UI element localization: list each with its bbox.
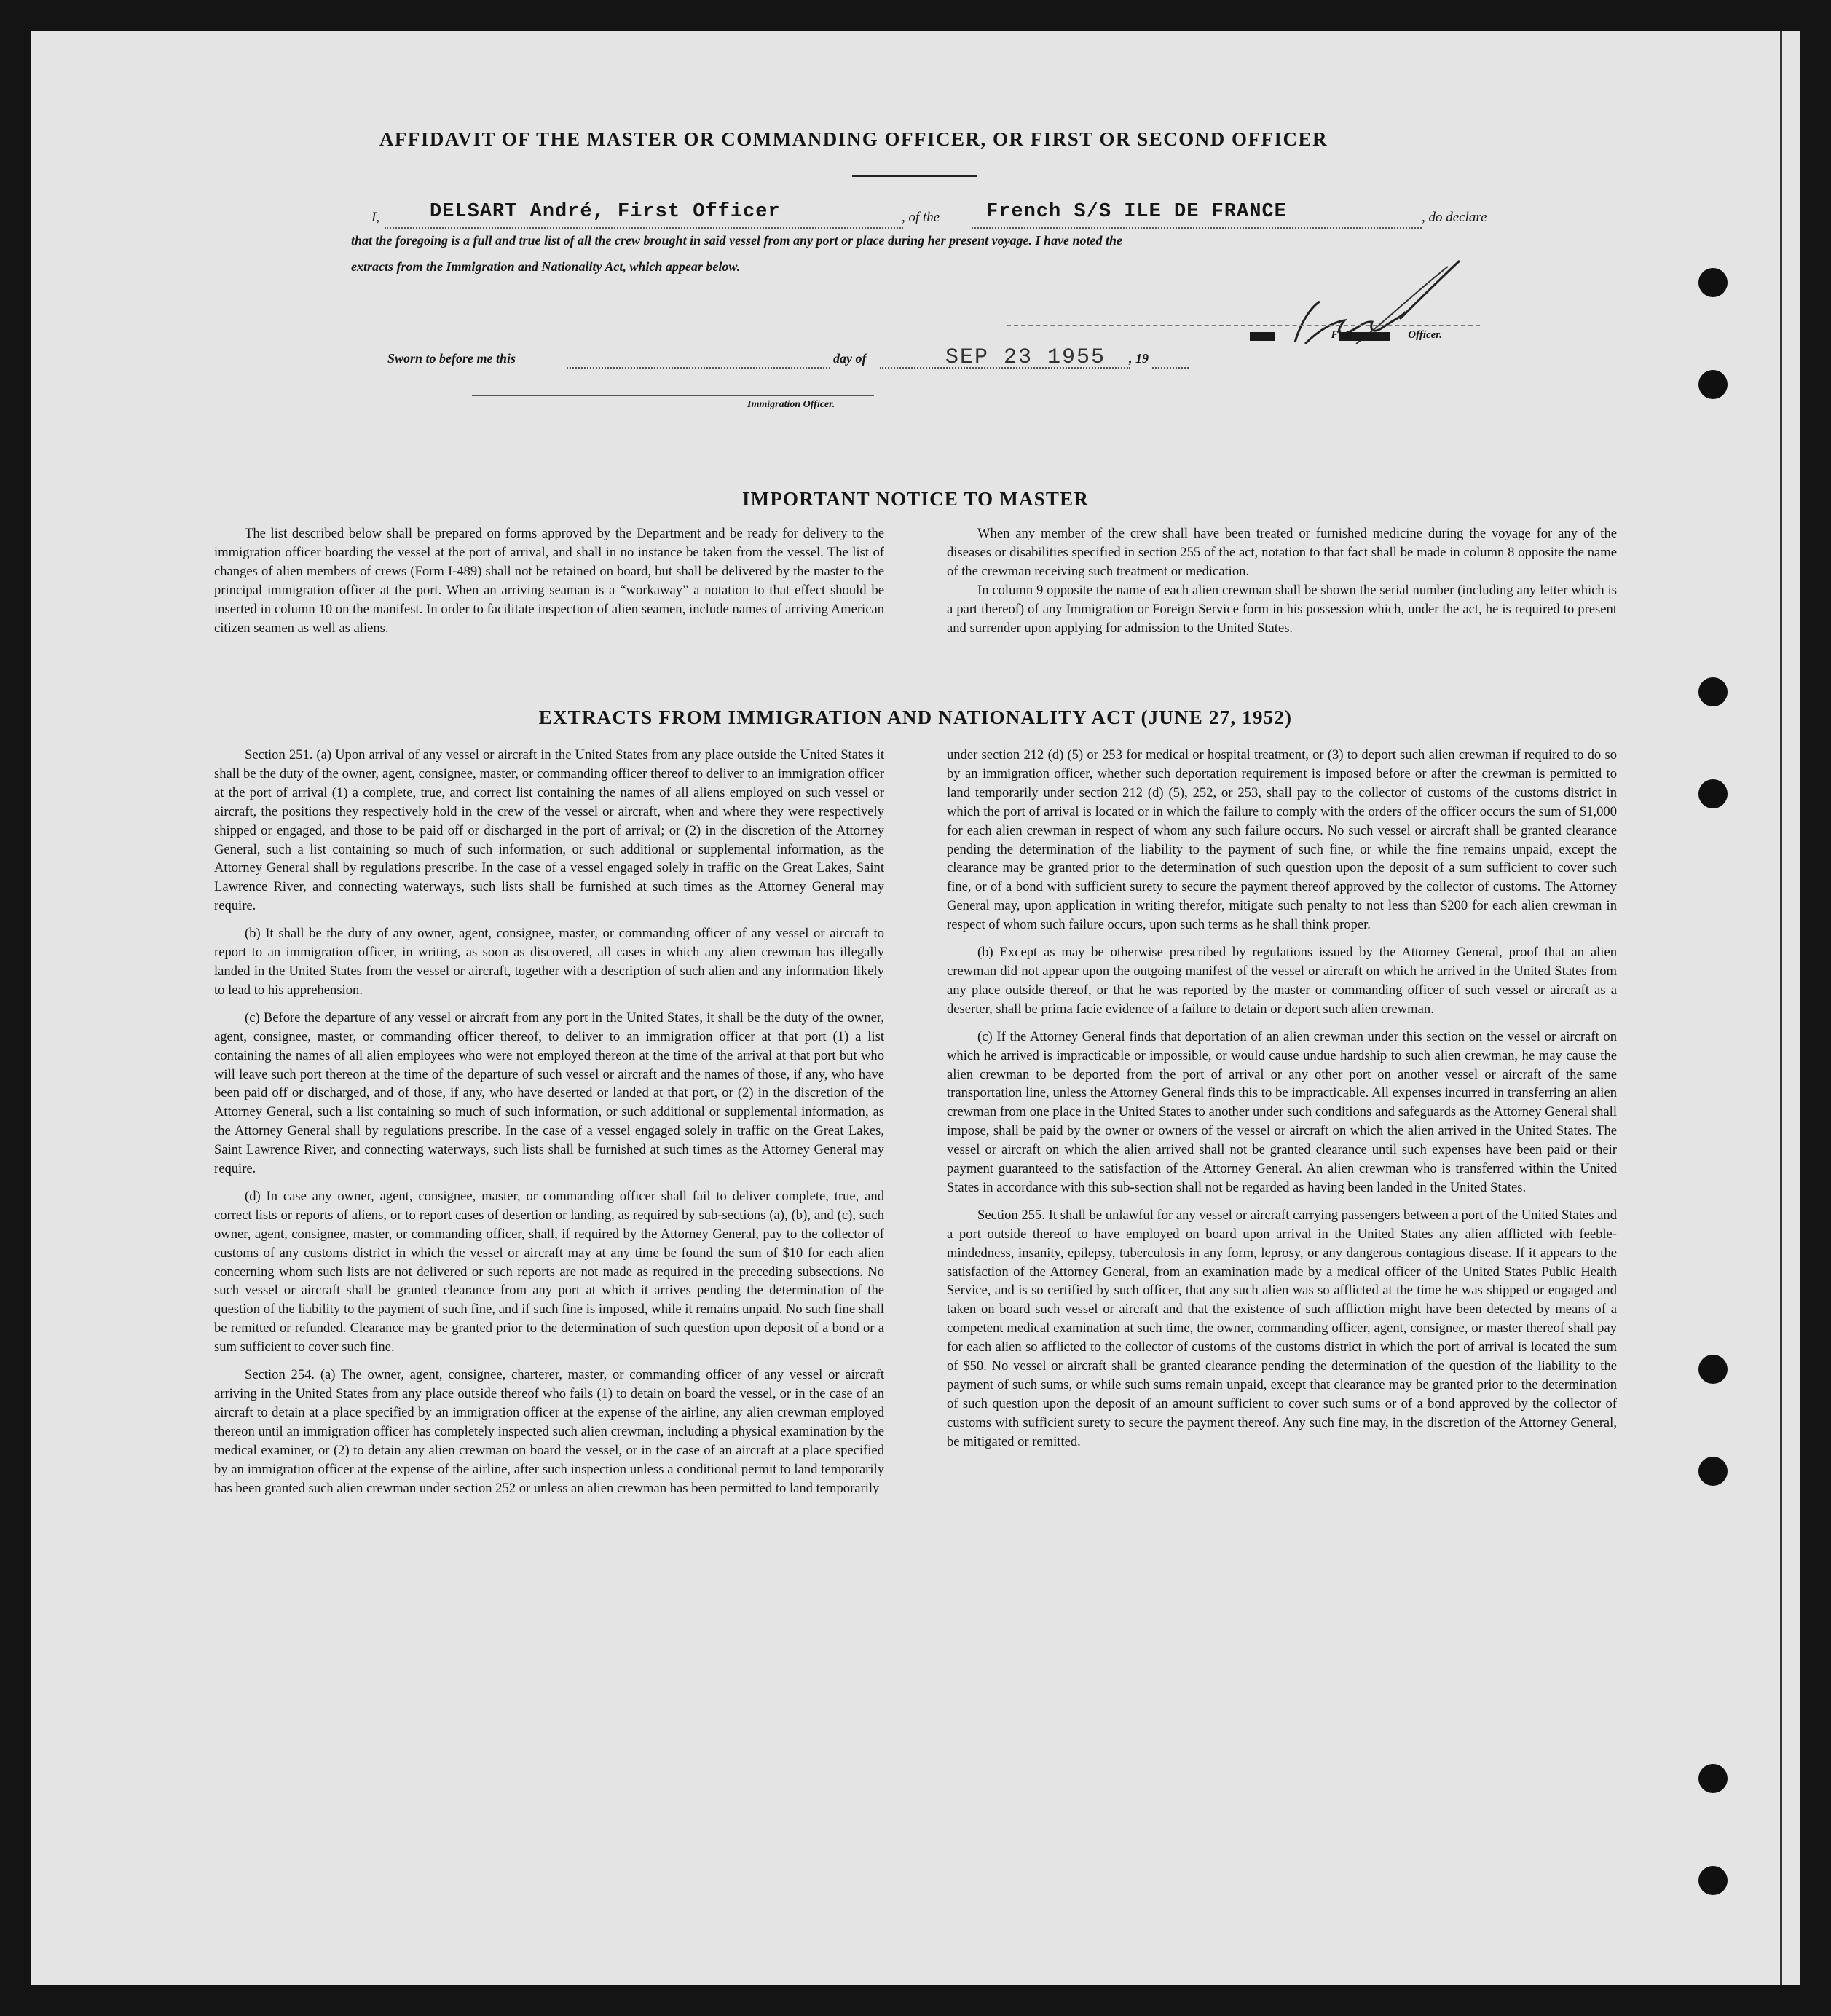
section-251-c: (c) Before the departure of any vessel or aircraft from any port in the United States, it shall be the duty of the owner, agent, consignee, master, or commanding officer thereof, to deliver to an immigration officer at that port (1) a list containing the names of all alien employees who were not employed thereon at the time of the arrival at that port but who will leave such port thereon at the time of the departure of such vessel or aircraft and the names of those, if any, who have been paid off or discharged, and of those, if any, who have deserted or landed at that port, or (2) in the discretion of the Attorney General, such a list containing so much of such information, or such additional or supplemental information, as the Attorney General shall by regulations prescribe. In the case of a vessel engaged solely in traffic on the Great Lakes, Saint Lawrence River, and connecting waterways, such lists shall be furnished at such times as the Attorney General may require. [214, 1009, 884, 1177]
binder-hole [1698, 370, 1728, 399]
binder-hole [1698, 1764, 1728, 1793]
extracts-right-column [947, 746, 1617, 1460]
notice-right-paragraph-1: When any member of the crew shall have been treated or furnished medicine during the voyage for any of the diseases or disabilities specified in section 255 of the act, notation to that fact shall be made in column 8 opposite the name of the crewman receiving such treatment or medication. [947, 526, 1617, 579]
binder-hole [1698, 1457, 1728, 1486]
extracts-title: EXTRACTS FROM IMMIGRATION AND NATIONALITY ACT (JUNE 27, 1952) [538, 706, 1293, 728]
document-page [31, 31, 1800, 1985]
signature-line [1007, 325, 1480, 326]
notice-left-column [214, 524, 884, 646]
declarant-name: DELSART André, First Officer [430, 201, 781, 223]
section-251-b: (b) It shall be the duty of any owner, agent, consignee, master, or commanding officer of any vessel or aircraft to report to an immigration officer, in writing, as soon as discovered, all cases in which any alien crewman has illegally landed in the United States from the vessel or aircraft, together with a description of such alien and any information likely to lead to his apprehension. [214, 926, 884, 998]
vessel-line [972, 227, 1422, 229]
section-251-a: Section 251. (a) Upon arrival of any vessel or aircraft in the United States from any place outside the United States it shall be the duty of the owner, agent, consignee, master, or commanding officer thereof to deliver to an immigration officer at the port of arrival (1) a complete, true, and correct list containing the names of all aliens employed on such vessel or aircraft, the positions they respectively hold in the crew of the vessel or aircraft, when and where they were respectively shipped or engaged, and those to be paid off or discharged in the port of arrival; or (2) in the discretion of the Attorney General, such a list containing so much of such information, or such additional or supplemental information, as the Attorney General shall by regulations prescribe. In the case of a vessel engaged solely in traffic on the Great Lakes, Saint Lawrence River, and connecting waterways, such lists shall be furnished at such times as the Attorney General may require. [214, 747, 884, 914]
notice-right-column [947, 524, 1617, 646]
day-of-label: day of [833, 351, 867, 366]
declaration-line-1: that the foregoing is a full and true list of all the crew brought in said vessel from any port or place during her present voyage. I have noted the [351, 233, 1123, 248]
i-label: I, [371, 210, 380, 225]
section-254-c: (c) If the Attorney General finds that deportation of an alien crewman under this section on the vessel or aircraft on which he arrived is impracticable or impossible, or would cause undue hardship to such alien crewman, he may cause the alien crewman to be deported from the port of arrival or any other port on another vessel or aircraft of the same transportation line, unless the Attorney General finds this to be impracticable. All expenses incurred in transferring an alien crewman from one place in the United States to another under such conditions and safeguards as the Attorney General shall impose, shall be paid by the owner or owners of the vessel or aircraft on which the alien arrived in the United States. The vessel or aircraft on which the alien arrived shall not be granted clearance until such expenses have been paid or their payment guaranteed to the satisfaction of the Attorney General. An alien crewman who is transferred within the United States in accordance with this sub-section shall not be regarded as having been landed in the United States. [947, 1028, 1617, 1195]
binder-hole [1698, 1866, 1728, 1895]
title-underline [852, 175, 977, 177]
binder-hole [1698, 1355, 1728, 1384]
notice-right-paragraph-2: In column 9 opposite the name of each alien crewman shall be shown the serial number (including any letter which is a part thereof) of any Immigration or Foreign Service form in his possession which, under the act, he is required to present and surrender upon applying for admission to the United States. [947, 582, 1617, 636]
name-line [385, 227, 903, 229]
section-254-b: (b) Except as may be otherwise prescribed by regulations issued by the Attorney General, proof that an alien crewman did not appear upon the outgoing manifest of the vessel or aircraft on which he arrived in the United States from any place outside thereof, or that he was reported by the master or commanding officer of such vessel or aircraft as a deserter, shall be prima facie evidence of a failure to detain or deport such alien crewman. [947, 945, 1617, 1017]
binder-hole [1698, 677, 1728, 706]
immigration-officer-label: Immigration Officer. [747, 399, 835, 410]
notice-title: IMPORTANT NOTICE TO MASTER [741, 488, 1090, 510]
section-254-a: Section 254. (a) The owner, agent, consignee, charterer, master, or commanding officer of any vessel or aircraft arriving in the United States from any place outside thereof who fails (1) to detain on board the vessel, or in the case of an aircraft to detain at a place specified by an immigration officer at the expense of the airline, any alien crewman employed thereon until an immigration officer has completely inspected such alien crewman, including a physical examination by the medical examiner, or (2) to detain any alien crewman on board the vessel, or in the case of an aircraft at a place specified by an immigration officer at the expense of the airline, after such inspection unless a conditional permit to land temporarily has been granted such alien crewman under section 252 or unless an alien crewman has been permitted to land temporarily [214, 1367, 884, 1496]
officer-caption: , First Officer. [1273, 329, 1443, 341]
sworn-label: Sworn to before me this [387, 351, 516, 366]
extracts-left-column [214, 746, 884, 1506]
stamped-date: SEP 23 1955 [945, 345, 1106, 370]
declaration-line-2: extracts from the Immigration and Nationality Act, which appear below. [351, 259, 741, 274]
year-label: , 19 [1129, 351, 1149, 366]
right-margin-line [1780, 31, 1782, 1985]
section-254-a-continued: under section 212 (d) (5) or 253 for medical or hospital treatment, or (3) to deport such alien crewman if required to do so by an immigration officer, whether such deportation requirement is imposed before or after the crewman is permitted to land temporarily under section 212 (d) (5), 252, or 253, shall pay to the collector of customs of the customs district in which the port of arrival is located or in which the failure to comply with the orders of the officer occurs the sum of $1,000 for each alien crewman in respect of whom any such failure occurs. No such vessel or aircraft shall be granted clearance pending the determination of the liability to the payment of such fine, or while the fine remains unpaid, except the clearance may be granted prior to the determination of such question upon the deposit of a sum sufficient to cover such fine, or of a bond with sufficient surety to secure the payment thereof approved by the collector of customs. The Attorney General may, upon application in writing therefor, mitigate such penalty to not less than $200 for each alien crewman in respect of whom such failure occurs, upon such terms as he shall think proper. [947, 747, 1617, 933]
of-the-label: , of the [902, 210, 940, 225]
sworn-day-line [567, 367, 830, 369]
section-255: Section 255. It shall be unlawful for any vessel or aircraft carrying passengers between a port of the United States and a port outside thereof to have employed on board upon arrival in the United States any alien afflicted with feeble-mindedness, insanity, epilepsy, tuberculosis in any form, leprosy, or any dangerous contagious disease. If it appears to the satisfaction of the Attorney General, from an examination made by a medical officer of the United States Public Health Service, and is so certified by such officer, that any such alien was so afflicted at the time he was shipped or engaged and taken on board such vessel or aircraft and that the existence of such affliction might have been detected by means of a competent medical examination at such time, the owner, commanding officer, agent, consignee, or master thereof shall pay for each alien so afflicted to the collector of customs of the customs district in which the port of arrival is located the sum of $50. No vessel or aircraft shall be granted clearance pending the determination of the question of the liability to the payment of such sums, or while such sums remain unpaid, except that clearance may be granted prior to the determination of such question upon the deposit of an amount sufficient to cover such sums or of a bond approved by the collector of customs with sufficient surety to secure the payment thereof. Any such fine may, in the discretion of the Attorney General, be mitigated or remitted. [947, 1207, 1617, 1449]
do-declare-label: , do declare [1422, 210, 1487, 225]
affidavit-title: AFFIDAVIT OF THE MASTER OR COMMANDING OFFICER, OR FIRST OR SECOND OFFICER [379, 128, 1328, 150]
sworn-year-line [1152, 367, 1189, 369]
officer-signature [1269, 235, 1473, 366]
vessel-name: French S/S ILE DE FRANCE [986, 201, 1287, 223]
binder-hole [1698, 268, 1728, 297]
redaction-mark [1250, 332, 1275, 341]
binder-hole [1698, 779, 1728, 808]
section-251-d: (d) In case any owner, agent, consignee, master, or commanding officer shall fail to deliver complete, true, and correct lists or reports of aliens, or to report cases of desertion or landing, as required by sub-sections (a), (b), and (c), such owner, agent, consignee, master, or commanding officer, shall, if required by the Attorney General, pay to the collector of customs of any customs district in which the vessel or aircraft may at any time be found the sum of $10 for each alien concerning whom such lists are not delivered or such reports are not made as required in the preceding subsections. No such vessel or aircraft shall be granted clearance from any port at which it arrives pending the determination of the question of the liability to the payment of such fine, and if such fine is imposed, while it remains unpaid. No such fine shall be remitted or refunded. Clearance may be granted prior to the determination of such question upon deposit of a bond or a sum sufficient to cover such fine. [214, 1188, 884, 1355]
immigration-officer-line [472, 395, 874, 396]
notice-left-paragraph: The list described below shall be prepared on forms approved by the Department and be ready for delivery to the immigration officer boarding the vessel at the port of arrival, and shall in no instance be taken from the vessel. The list of changes of alien members of crews (Form I-489) shall not be retained on board, but shall be delivered by the master to the principal immigration officer at the port. When an arriving seaman is a “workaway” a notation to that effect should be inserted in column 10 on the manifest. In order to facilitate inspection of alien seamen, include names of arriving American citizen seamen as well as aliens. [214, 526, 884, 636]
